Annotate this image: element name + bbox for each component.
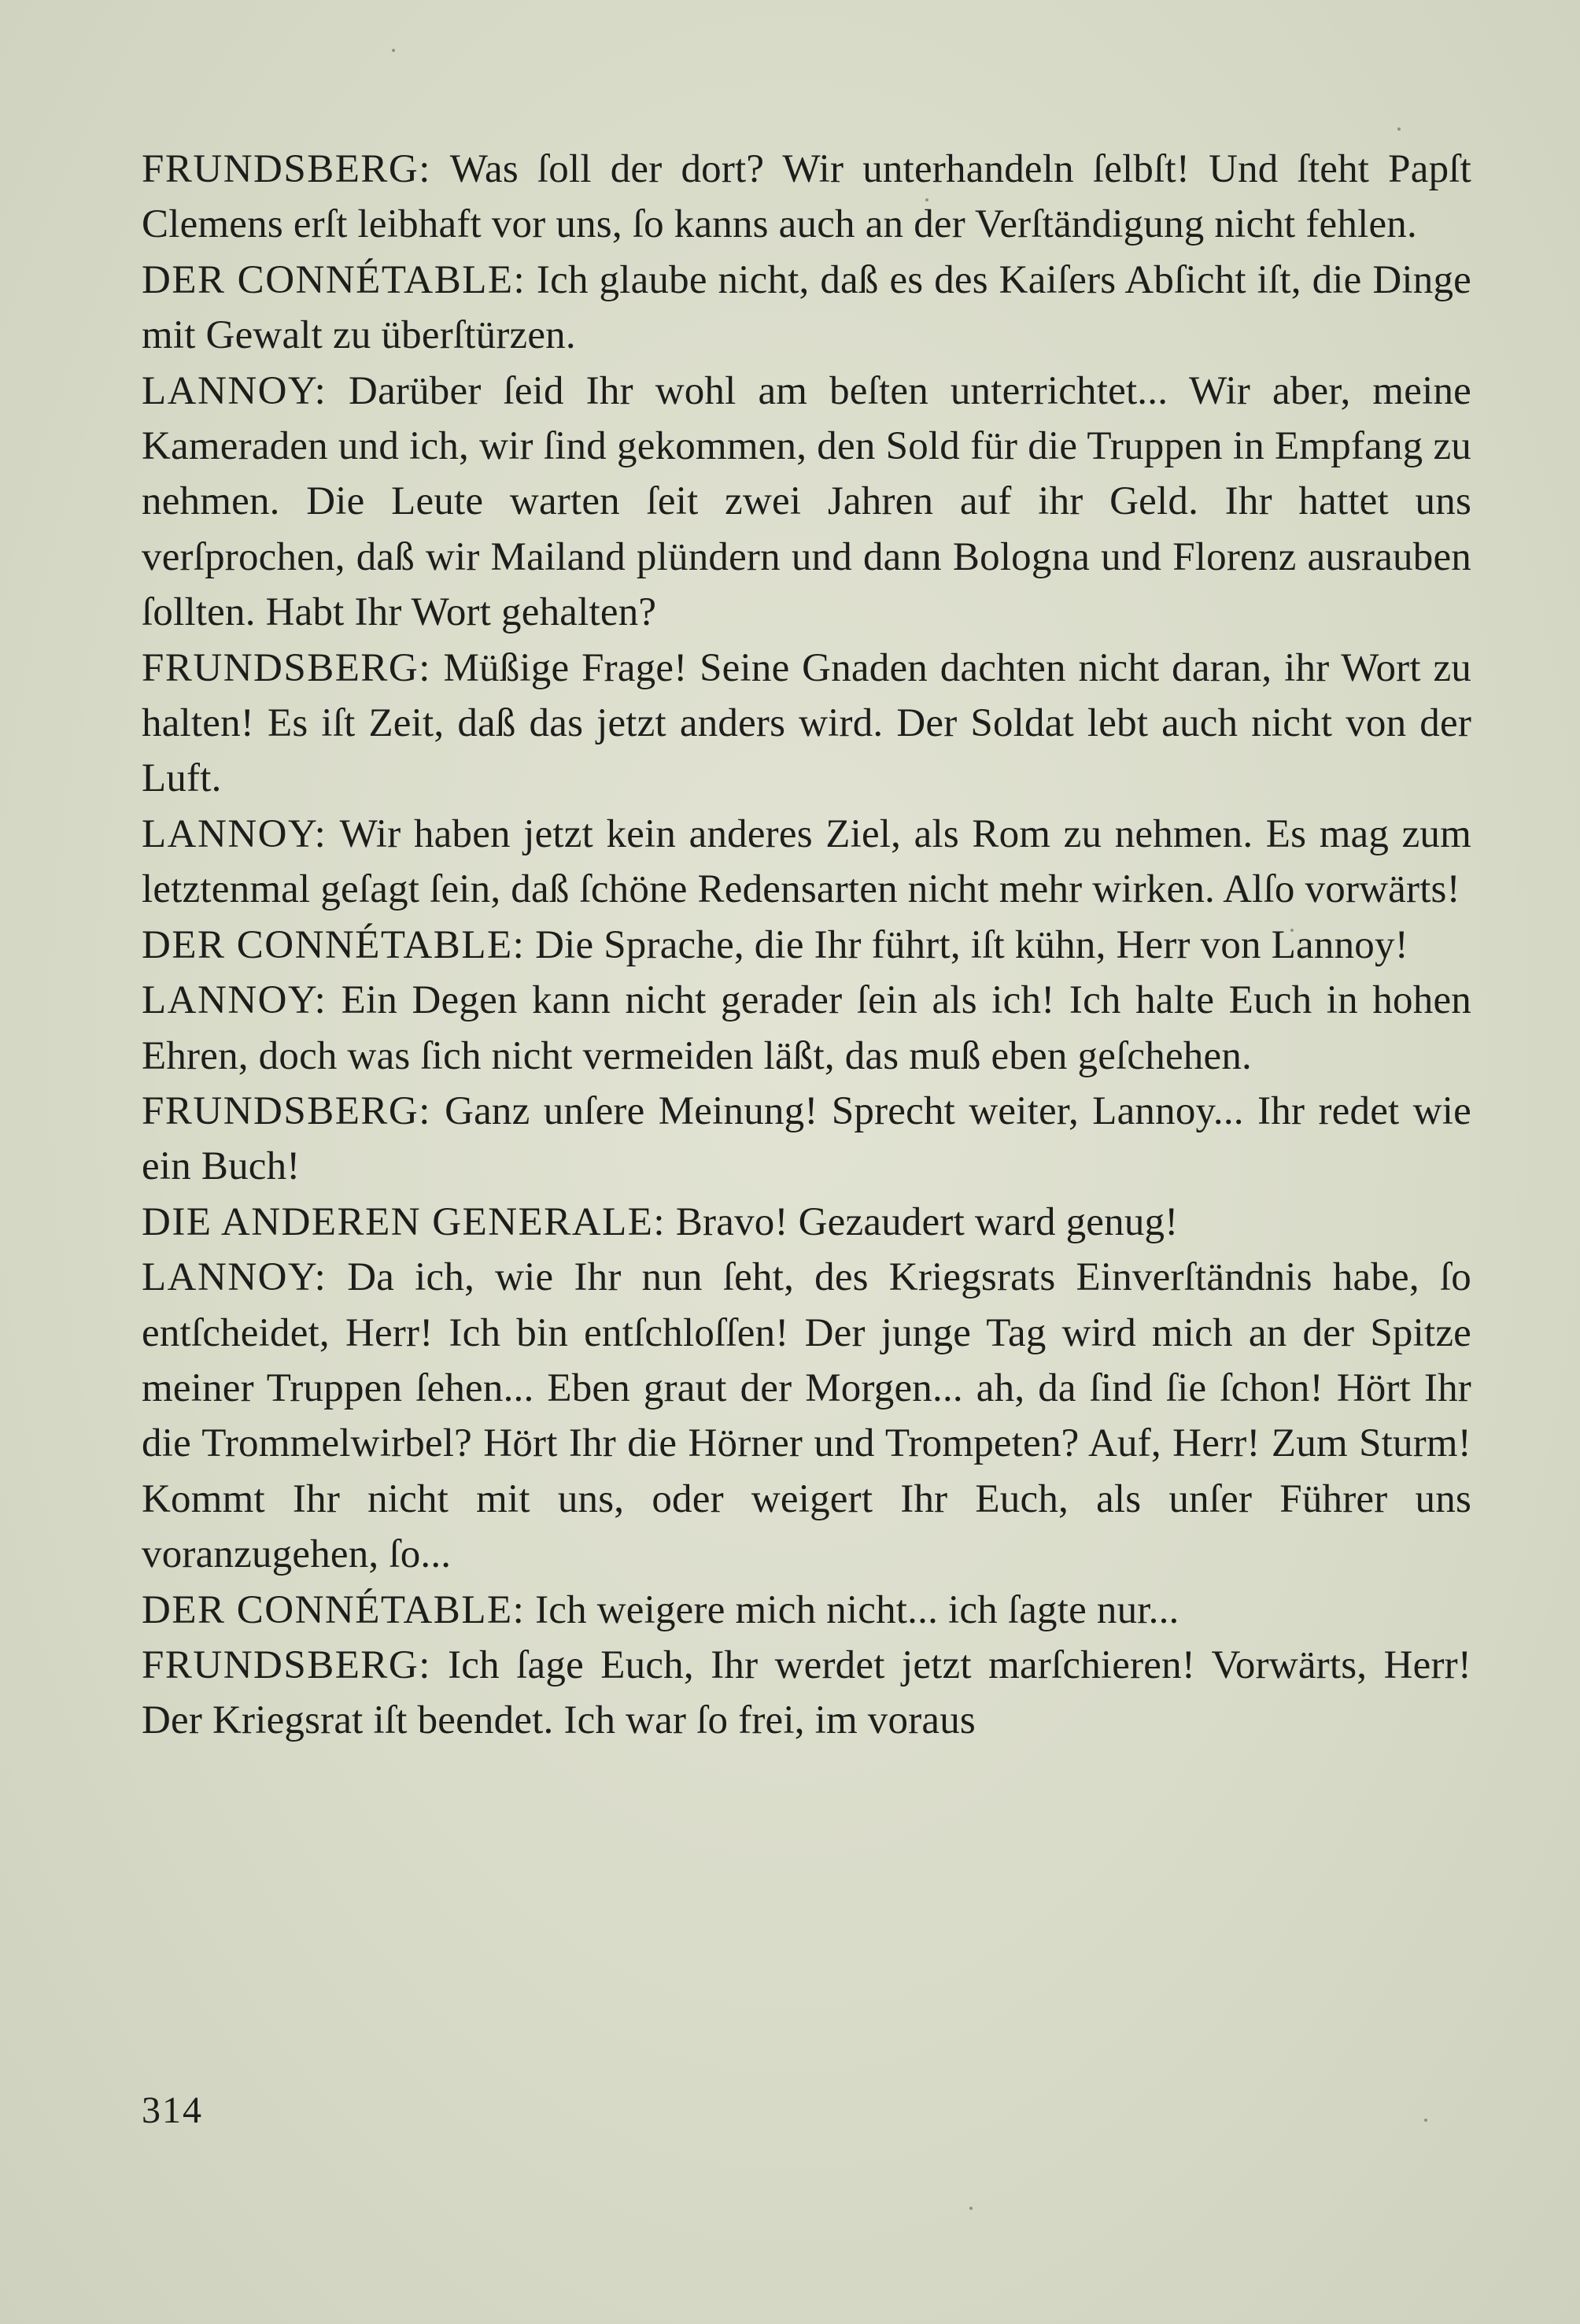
speaker-name: LANNOY: — [142, 1255, 327, 1300]
speech-text: Müßige Frage! Seine Gnaden dachten nicht daran, ihr Wort zu halten! Es iſt Zeit, daß das jetzt anders wird. Der Soldat lebt auch nicht von der Luft. — [142, 645, 1471, 801]
paper-speck — [392, 49, 395, 52]
speaker-name: DER CONNÉTABLE: — [142, 1587, 526, 1632]
speech-text: Ganz unſere Meinung! Sprecht weiter, Lannoy... Ihr redet wie ein Buch! — [142, 1088, 1472, 1189]
speaker-name: FRUNDSBERG: — [142, 1642, 431, 1687]
speaker-name: LANNOY: — [142, 811, 327, 856]
speech-text: Ich glaube nicht, daß es des Kaiſers Abſicht iſt, die Dinge mit Gewalt zu überſtürzen. — [142, 257, 1472, 358]
dialogue-paragraph — [142, 1250, 1471, 1582]
speaker-name: DER CONNÉTABLE: — [142, 922, 526, 967]
speaker-name: LANNOY: — [142, 978, 327, 1023]
speaker-name: DER CONNÉTABLE: — [142, 257, 526, 302]
paper-speck — [1424, 2119, 1427, 2122]
speech-text: Was ſoll der dort? Wir unterhandeln ſelbſt! Und ſteht Papſt Clemens erſt leibhaft vor uns, ſo kanns auch an der Verſtändigung nicht fehlen. — [142, 147, 1472, 247]
dialogue-paragraph — [142, 1195, 1471, 1250]
dialogue-paragraph — [142, 807, 1471, 918]
dialogue-paragraph — [142, 1084, 1471, 1195]
speaker-name: LANNOY: — [142, 368, 327, 413]
dialogue-paragraph — [142, 253, 1471, 364]
paper-speck — [969, 2207, 973, 2210]
dialogue-paragraph — [142, 364, 1471, 641]
speech-text: Ich weigere mich nicht... ich ſagte nur... — [535, 1587, 1179, 1632]
dialogue-paragraph — [142, 641, 1471, 807]
speech-text: Da ich, wie Ihr nun ſeht, des Kriegsrats Einverſtändnis habe, ſo entſcheidet, Herr! Ich bin entſchloſſen! Der junge Tag wird mich an der Spitze meiner Truppen ſehen... Eben graut der Morgen... ah, da ſind ſie ſchon! Hört Ihr die Trommelwirbel? Hört Ihr die Hörner und Trompeten? Auf, Herr! Zum Sturm! Kommt Ihr nicht mit uns, oder weigert Ihr Euch, als unſer Führer uns voranzugehen, ſo... — [142, 1255, 1472, 1577]
dialogue-text — [142, 142, 1471, 1749]
dialogue-paragraph — [142, 1638, 1471, 1749]
page-number: 314 — [142, 2089, 203, 2131]
speaker-name: FRUNDSBERG: — [142, 645, 431, 690]
speech-text: Bravo! Gezaudert ward genug! — [675, 1199, 1179, 1244]
dialogue-paragraph — [142, 142, 1471, 253]
speaker-name: DIE ANDEREN GENERALE: — [142, 1199, 666, 1244]
speaker-name: FRUNDSBERG: — [142, 1088, 431, 1133]
speech-text: Ich ſage Euch, Ihr werdet jetzt marſchieren! Vorwärts, Herr! Der Kriegsrat iſt beendet. Ich war ſo frei, im voraus — [142, 1642, 1472, 1743]
speech-text: Darüber ſeid Ihr wohl am beſten unterrichtet... Wir aber, meine Kameraden und ich, wir ſind gekommen, den Sold für die Truppen in Empfang zu nehmen. Die Leute warten ſeit zwei Jahren auf ihr Geld. Ihr hattet uns verſprochen, daß wir Mailand plündern und dann Bologna und Florenz ausrauben ſollten. Habt Ihr Wort gehalten? — [142, 368, 1472, 635]
dialogue-paragraph — [142, 918, 1471, 973]
dialogue-paragraph — [142, 973, 1471, 1084]
speech-text: Wir haben jetzt kein anderes Ziel, als Rom zu nehmen. Es mag zum letztenmal geſagt ſein, daß ſchöne Redensarten nicht mehr wirken. Alſo vorwärts! — [142, 811, 1472, 912]
dialogue-paragraph — [142, 1583, 1471, 1638]
paper-speck — [1397, 127, 1401, 131]
speaker-name: FRUNDSBERG: — [142, 147, 431, 191]
speech-text: Ein Degen kann nicht gerader ſein als ich! Ich halte Euch in hohen Ehren, doch was ſich nicht vermeiden läßt, das muß eben geſchehen. — [142, 978, 1471, 1078]
speech-text: Die Sprache, die Ihr führt, iſt kühn, Herr von Lannoy! — [535, 922, 1408, 967]
